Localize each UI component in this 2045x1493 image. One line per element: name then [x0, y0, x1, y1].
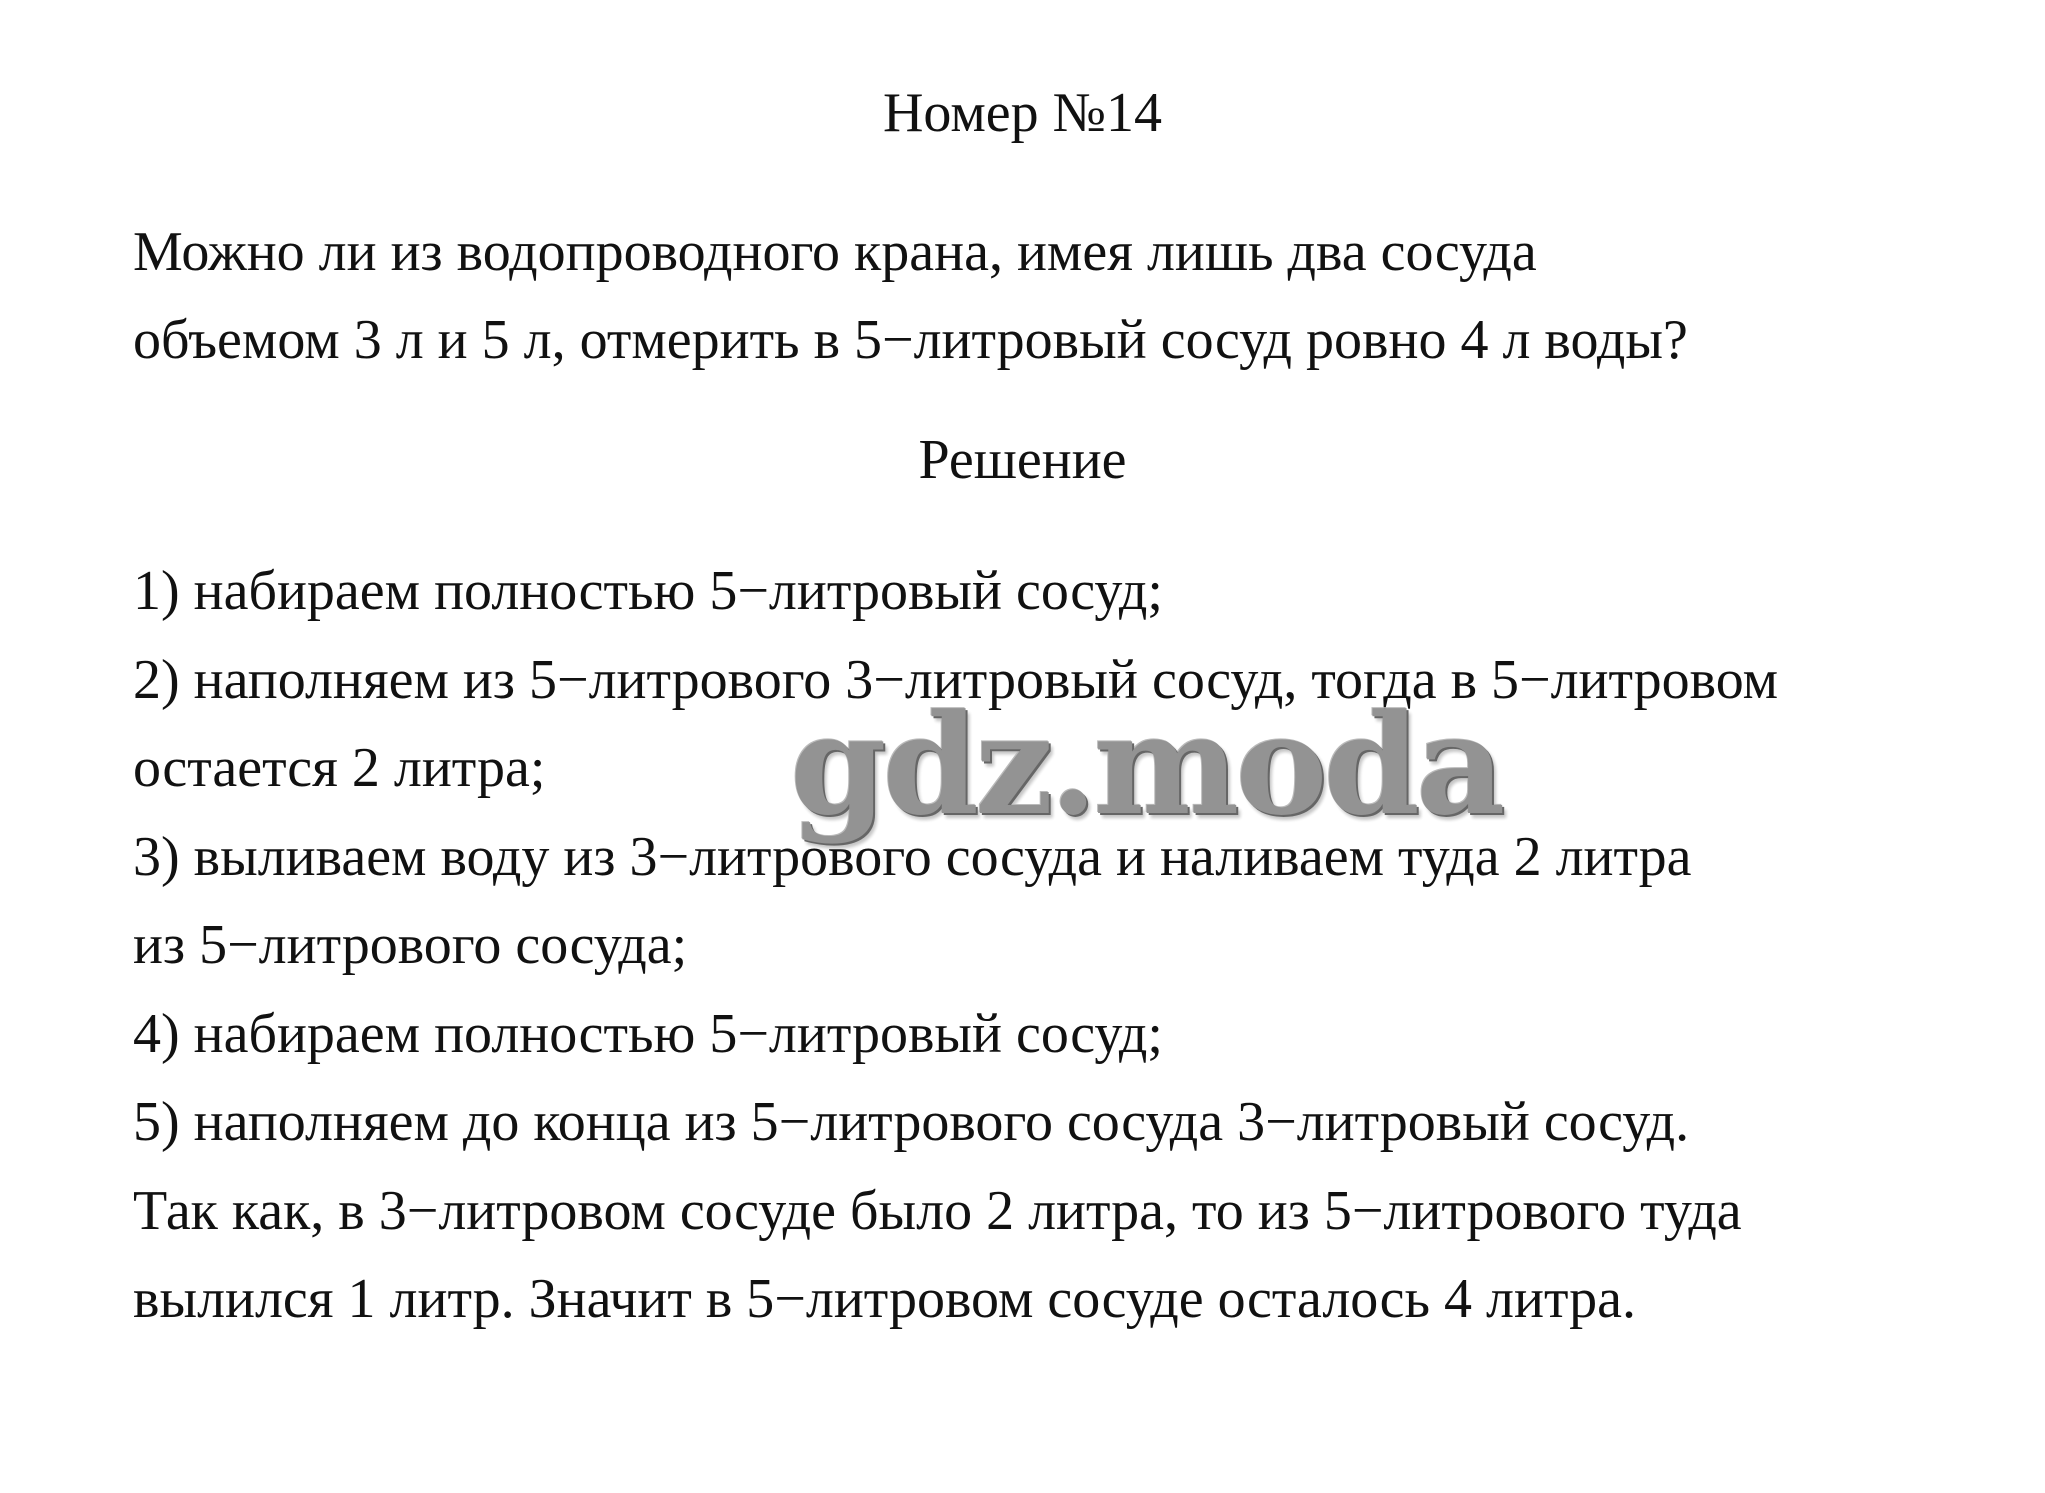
problem-line: объемом 3 л и 5 л, отмерить в 5−литровый сосуд ровно 4 л воды?	[133, 309, 1688, 371]
solution-line: 2) наполняем из 5−литрового 3−литровый сосуд, тогда в 5−литровом	[133, 648, 1779, 711]
solution-line: из 5−литрового сосуда;	[133, 914, 688, 976]
page-title: Номер №14	[882, 82, 1163, 144]
solution-line: остается 2 литра;	[133, 737, 546, 799]
solution-line: 5) наполняем до конца из 5−литрового сосуда 3−литровый сосуд.	[133, 1091, 1690, 1153]
solution-steps	[133, 547, 2013, 1344]
solution-line: Так как, в 3−литровом сосуде было 2 литра, то из 5−литрового туда	[133, 1179, 1742, 1242]
solution-line: вылился 1 литр. Значит в 5−литровом сосуде осталось 4 литра.	[133, 1268, 1636, 1330]
watermark: gdz.moda	[790, 683, 1502, 846]
solution-line: 4) набираем полностью 5−литровый сосуд;	[133, 1002, 1163, 1065]
problem-line: Можно ли из водопроводного крана, имея лишь два сосуда	[133, 221, 1537, 283]
solution-line: 3) выливаем воду из 3−литрового сосуда и наливаем туда 2 литра	[133, 825, 1692, 888]
solution-line: 1) набираем полностью 5−литровый сосуд;	[133, 560, 1163, 622]
problem-statement	[133, 208, 1983, 384]
solution-heading: Решение	[918, 429, 1127, 491]
